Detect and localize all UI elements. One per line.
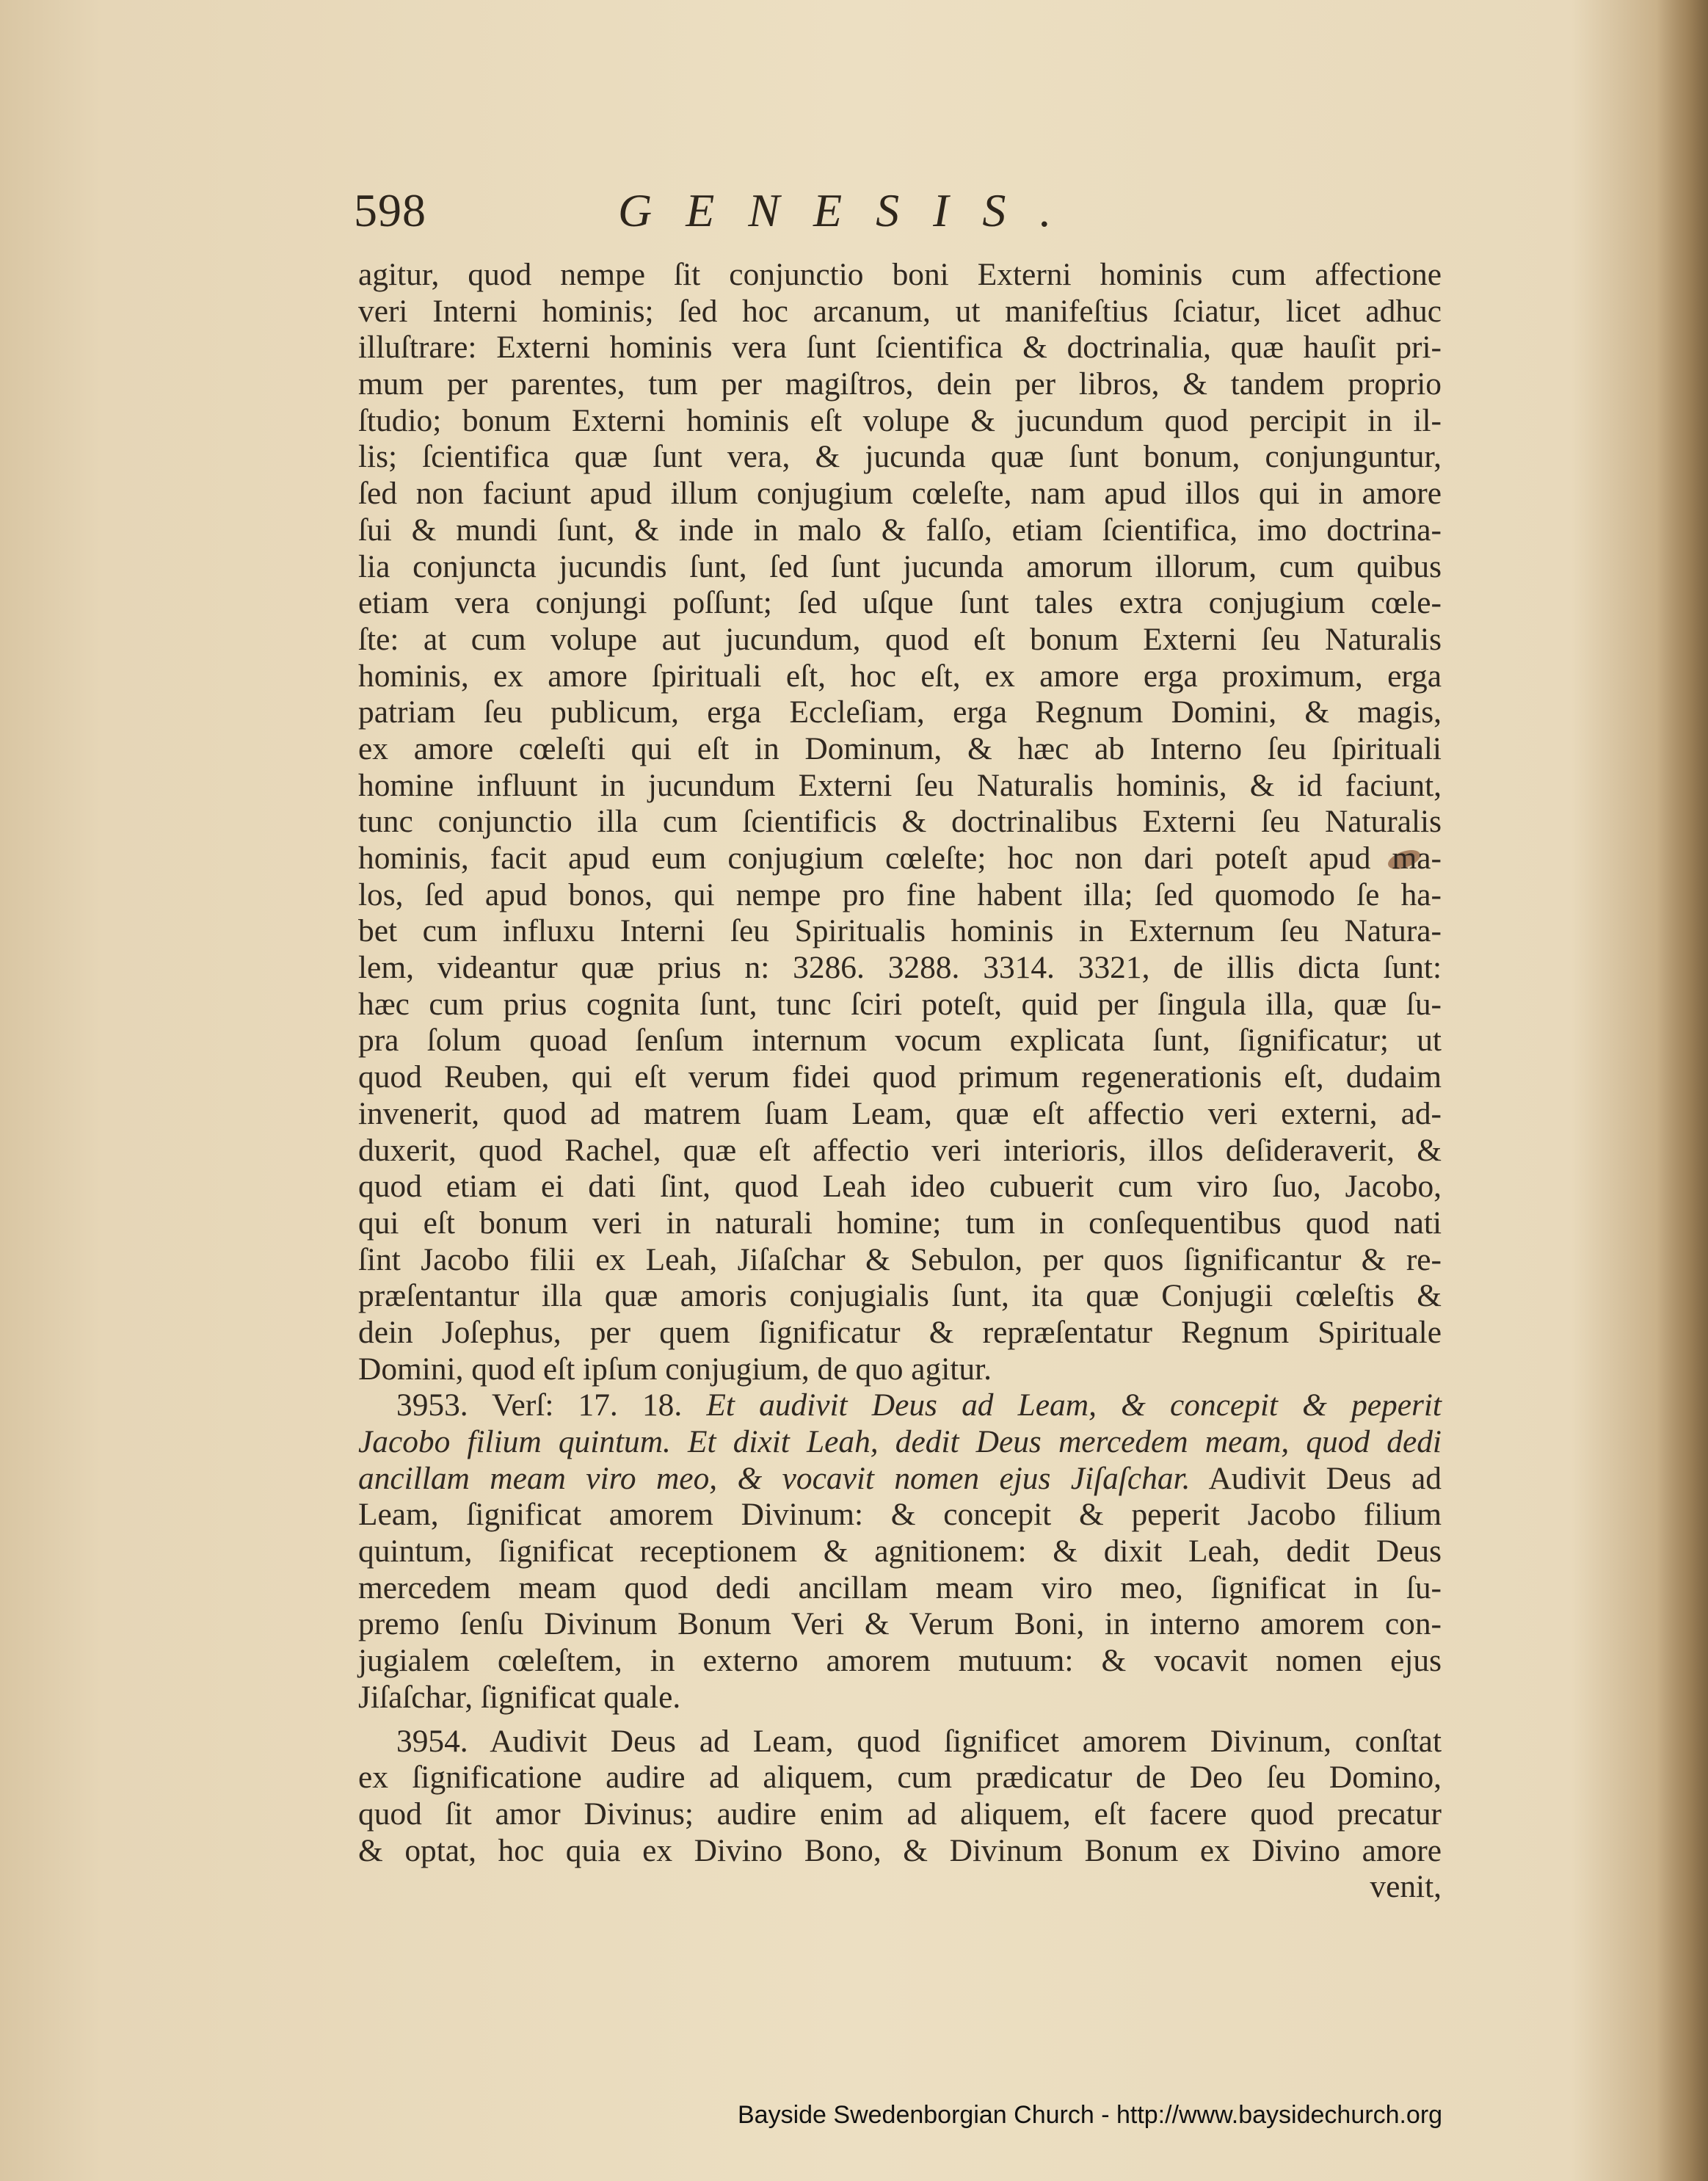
text-line: agitur, quod nempe ſit conjunctio boni Externi hominis cum affectione — [358, 257, 1442, 292]
text-line: dein Joſephus, per quem ſignificatur & repræſentatur Regnum Spirituale — [358, 1314, 1442, 1350]
section-number: 3953. — [396, 1387, 468, 1423]
text-line: homine influunt in jucundum Externi ſeu Naturalis hominis, & id faciunt, — [358, 767, 1442, 803]
text-line: jugialem cœleſtem, in externo amorem mutuum: & vocavit nomen ejus — [358, 1643, 1442, 1679]
paragraph-3953 — [358, 1387, 1442, 1716]
text-line: quod Reuben, qui eſt verum fidei quod primum regenerationis eſt, dudaim — [358, 1059, 1442, 1095]
paragraph-gap — [358, 1716, 1442, 1724]
paragraph-3953-body — [358, 1497, 1442, 1716]
verse-reference: Verſ: 17. 18. — [492, 1387, 683, 1423]
text-line: lia conjuncta jucundis ſunt, ſed ſunt jucunda amorum illorum, cum quibus — [358, 548, 1442, 584]
text-line: invenerit, quod ad matrem ſuam Leam, quæ eſt affectio veri externi, ad- — [358, 1095, 1442, 1131]
text-line: lis; ſcientifica quæ ſunt vera, & jucunda quæ ſunt bonum, conjunguntur, — [358, 439, 1442, 475]
text-line: mum per parentes, tum per magiſtros, dein per libros, & tandem proprio — [358, 366, 1442, 402]
text-line: los, ſed apud bonos, qui nempe pro fine habent illa; ſed quomodo ſe ha- — [358, 877, 1442, 912]
text-line: pra ſolum quoad ſenſum internum vocum explicata ſunt, ſignificatur; ut — [358, 1023, 1442, 1059]
text-line: quod ſit amor Divinus; audire enim ad aliquem, eſt facere quod precatur — [358, 1796, 1442, 1832]
text-line: qui eſt bonum veri in naturali homine; tum in conſequentibus quod nati — [358, 1205, 1442, 1241]
text-line: & optat, hoc quia ex Divino Bono, & Divinum Bonum ex Divino amore — [358, 1832, 1442, 1868]
text-line: duxerit, quod Rachel, quæ eſt affectio veri interioris, illos deſideraverit, & — [358, 1132, 1442, 1168]
text-line: Jiſaſchar, ſignificat quale. — [358, 1679, 681, 1715]
text-line: mercedem meam quod dedi ancillam meam viro meo, ſignificat in ſu- — [358, 1569, 1442, 1605]
page-edge-shadow — [1657, 0, 1708, 2181]
text-line: ex amore cœleſti qui eſt in Dominum, & hæc ab Interno ſeu ſpirituali — [358, 730, 1442, 766]
running-title: GENESIS. — [618, 184, 1086, 236]
text-line: tunc conjunctio illa cum ſcientificis & doctrinalibus Externi ſeu Naturalis — [358, 804, 1442, 840]
text-line: illuſtrare: Externi hominis vera ſunt ſcientifica & doctrinalia, quæ hauſit pri- — [358, 330, 1442, 366]
text-line: hominis, facit apud eum conjugium cœleſte; hoc non dari poteſt apud ma- — [358, 841, 1442, 876]
text-line: quod etiam ei dati ſint, quod Leah ideo cubuerit cum viro ſuo, Jacobo, — [358, 1169, 1442, 1205]
body-text — [358, 257, 1442, 1906]
text-line: ſte: at cum volupe aut jucundum, quod eſt bonum Externi ſeu Naturalis — [358, 621, 1442, 657]
quotation: ancillam meam viro meo, & vocavit nomen ejus Jiſaſchar. — [358, 1460, 1191, 1496]
main-paragraph — [358, 257, 1442, 1387]
text-line: veri Interni hominis; ſed hoc arcanum, ut manifeſtius ſciatur, licet adhuc — [358, 293, 1442, 329]
text-line: etiam vera conjungi poſſunt; ſed uſque ſunt tales extra conjugium cœle- — [358, 585, 1442, 621]
paragraph-3954 — [358, 1724, 1442, 1906]
text-line: 3954. Audivit Deus ad Leam, quod ſignificet amorem Divinum, conſtat — [396, 1723, 1442, 1759]
text-line: premo ſenſu Divinum Bonum Veri & Verum Boni, in interno amorem con- — [358, 1606, 1442, 1642]
text-line: ſed non faciunt apud illum conjugium cœleſte, nam apud illos qui in amore — [358, 476, 1442, 512]
text-line: præſentantur illa quæ amoris conjugialis ſunt, ita quæ Conjugii cœleſtis & — [358, 1278, 1442, 1314]
text-line — [358, 1461, 1442, 1498]
quotation: Et audivit Deus ad Leam, & concepit & peperit — [706, 1387, 1442, 1423]
text-line: lem, videantur quæ prius n: 3286. 3288. 3314. 3321, de illis dicta ſunt: — [358, 950, 1442, 986]
text-line: hominis, ex amore ſpirituali eſt, hoc eſt, ex amore erga proximum, erga — [358, 658, 1442, 694]
paragraph-3954-body — [358, 1760, 1442, 1869]
text-line: patriam ſeu publicum, erga Eccleſiam, erga Regnum Domini, & magis, — [358, 694, 1442, 730]
footer-watermark: Bayside Swedenborgian Church - http://www.baysidechurch.org — [738, 2101, 1443, 2129]
text-line: Leam, ſignificat amorem Divinum: & concepit & peperit Jacobo filium — [358, 1497, 1442, 1533]
page-header — [354, 184, 1455, 242]
text-span: Audivit Deus ad — [1208, 1460, 1442, 1496]
text-line: ex ſignificatione audire ad aliquem, cum prædicatur de Deo ſeu Domino, — [358, 1760, 1442, 1796]
text-line: ſui & mundi ſunt, & inde in malo & falſo, etiam ſcientifica, imo doctrina- — [358, 512, 1442, 548]
text-line — [358, 1387, 1442, 1424]
text-line: hæc cum prius cognita ſunt, tunc ſciri poteſt, quid per ſingula illa, quæ ſu- — [358, 986, 1442, 1022]
page-number: 598 — [354, 184, 426, 236]
text-line: bet cum influxu Interni ſeu Spiritualis hominis in Externum ſeu Natura- — [358, 913, 1442, 949]
text-line: Domini, quod eſt ipſum conjugium, de quo agitur. — [358, 1351, 992, 1387]
catchword: venit, — [1370, 1869, 1442, 1905]
text-line: Jacobo filium quintum. Et dixit Leah, dedit Deus mercedem meam, quod dedi — [358, 1424, 1442, 1459]
text-line: quintum, ſignificat receptionem & agnitionem: & dixit Leah, dedit Deus — [358, 1534, 1442, 1569]
text-line: ſint Jacobo filii ex Leah, Jiſaſchar & Sebulon, per quos ſignificantur & re- — [358, 1241, 1442, 1277]
text-line: ſtudio; bonum Externi hominis eſt volupe & jucundum quod percipit in il- — [358, 402, 1442, 438]
